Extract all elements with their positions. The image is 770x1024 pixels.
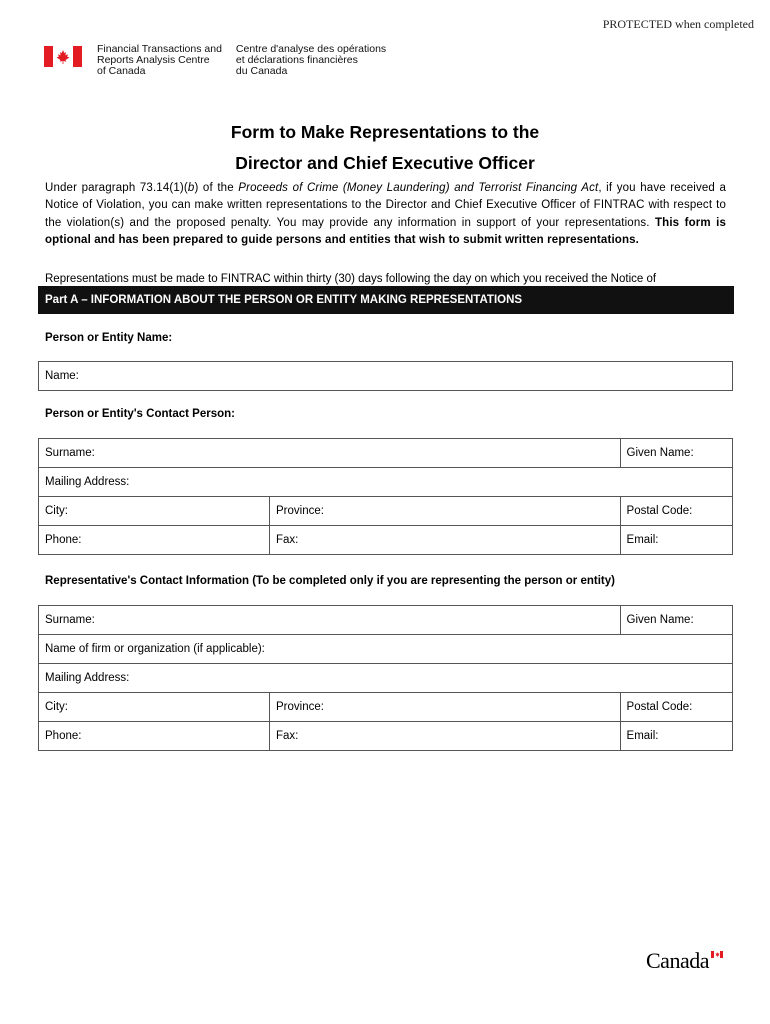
protected-notice: PROTECTED when completed <box>602 17 754 31</box>
name-field[interactable]: Name: <box>39 362 733 391</box>
intro-paragraph: Under paragraph 73.14(1)(b) of the Proceeds of Crime (Money Laundering) and Terrorist Financing Act, if you have received a Notice of Violation, you can make written representations to the Director and Chief Executive Officer of FINTRAC with respect to the violation(s) and the proposed penalty. You may provide any information in support of your representations. This form is optional and has been prepared to guide persons and entities that wish to submit written representations. <box>45 182 726 247</box>
rep-firm-name-field[interactable]: Name of firm or organization (if applicable): <box>39 635 733 664</box>
contact-email-field[interactable]: Email: <box>620 526 732 555</box>
rep-email-field[interactable]: Email: <box>620 722 732 751</box>
wordmark-flag-icon <box>711 951 723 958</box>
rep-postal-code-field[interactable]: Postal Code: <box>620 693 732 722</box>
entity-name-table <box>38 361 733 391</box>
contact-city-field[interactable]: City: <box>39 497 270 526</box>
agency-name-fr: Centre d'analyse des opérations et déclarations financières du Canada <box>235 43 387 77</box>
intro-paragraph-2: Representations must be made to FINTRAC within thirty (30) days following the day on which you received the Notice of <box>45 273 657 285</box>
rep-phone-field[interactable]: Phone: <box>39 722 270 751</box>
rep-given-name-field[interactable]: Given Name: <box>620 606 732 635</box>
entity-name-label: Person or Entity Name: <box>45 332 173 344</box>
contact-postal-code-field[interactable]: Postal Code: <box>620 497 732 526</box>
rep-mailing-address-field[interactable]: Mailing Address: <box>39 664 733 693</box>
part-a-heading: Part A – INFORMATION ABOUT THE PERSON OR ENTITY MAKING REPRESENTATIONS <box>38 286 734 314</box>
rep-fax-field[interactable]: Fax: <box>270 722 621 751</box>
contact-given-name-field[interactable]: Given Name: <box>620 439 732 468</box>
contact-phone-field[interactable]: Phone: <box>39 526 270 555</box>
rep-province-field[interactable]: Province: <box>270 693 621 722</box>
representative-table <box>38 605 733 751</box>
contact-person-table <box>38 438 733 555</box>
agency-name-en: Financial Transactions and Reports Analysis Centre of Canada <box>97 43 222 77</box>
contact-person-label: Person or Entity's Contact Person: <box>45 408 235 420</box>
canada-flag-icon <box>44 46 82 67</box>
agency-header <box>44 44 386 77</box>
contact-province-field[interactable]: Province: <box>270 497 621 526</box>
contact-fax-field[interactable]: Fax: <box>270 526 621 555</box>
contact-mailing-address-field[interactable]: Mailing Address: <box>39 468 733 497</box>
form-title: Form to Make Representations to the Director and Chief Executive Officer <box>230 122 540 173</box>
rep-city-field[interactable]: City: <box>39 693 270 722</box>
rep-surname-field[interactable]: Surname: <box>39 606 621 635</box>
contact-surname-field[interactable]: Surname: <box>39 439 621 468</box>
canada-wordmark: Canada <box>646 948 709 973</box>
representative-label: Representative's Contact Information (To be completed only if you are representing the person or entity) <box>45 575 615 587</box>
